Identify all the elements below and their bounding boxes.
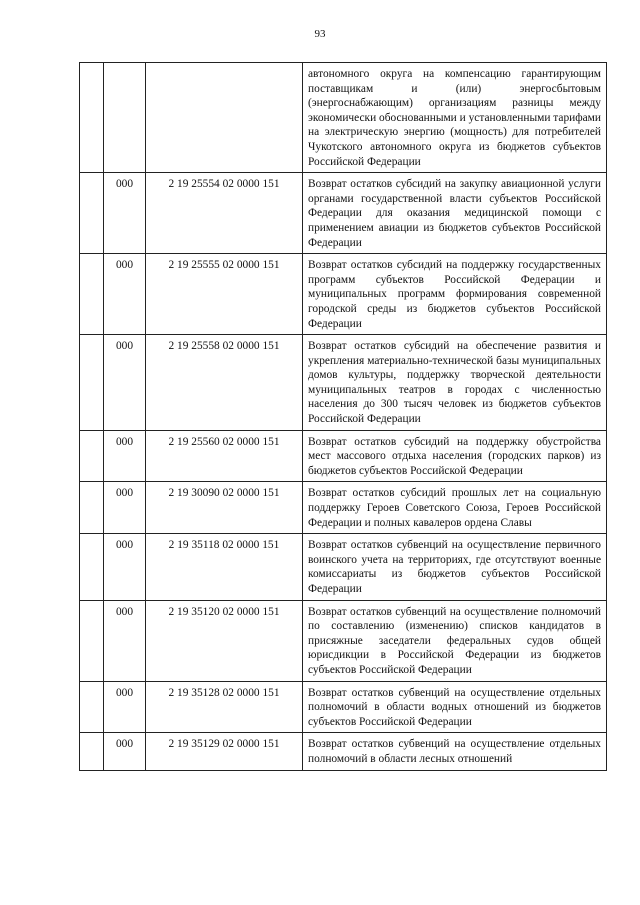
description-cell: Возврат остатков субвенций на осуществление отдельных полномочий в области лесных отношений xyxy=(303,733,607,770)
blank-cell xyxy=(80,600,104,681)
description-cell: Возврат остатков субсидий прошлых лет на социальную поддержку Героев Советского Союза, Героев Российской Федерации и полных кавалеров ордена Славы xyxy=(303,482,607,534)
blank-cell xyxy=(80,733,104,770)
admin-code-cell: 000 xyxy=(104,254,146,335)
blank-cell xyxy=(146,63,303,173)
budget-code-cell: 2 19 35129 02 0000 151 xyxy=(146,733,303,770)
admin-code-cell: 000 xyxy=(104,335,146,431)
budget-code-cell: 2 19 35120 02 0000 151 xyxy=(146,600,303,681)
blank-cell xyxy=(80,63,104,173)
description-cell: Возврат остатков субсидий на поддержку государственных программ субъектов Российской Федерации и муниципальных программ формирования современной городской среды из бюджетов субъектов Российской Федерации xyxy=(303,254,607,335)
table-row xyxy=(80,254,607,335)
blank-cell xyxy=(80,430,104,482)
budget-code-cell: 2 19 35118 02 0000 151 xyxy=(146,534,303,600)
table-row xyxy=(80,335,607,431)
blank-cell xyxy=(80,254,104,335)
table-row xyxy=(80,430,607,482)
table-row xyxy=(80,600,607,681)
budget-code-cell: 2 19 30090 02 0000 151 xyxy=(146,482,303,534)
admin-code-cell: 000 xyxy=(104,681,146,733)
admin-code-cell: 000 xyxy=(104,534,146,600)
table-row-continuation xyxy=(80,63,607,173)
description-cell: Возврат остатков субвенций на осуществление полномочий по составлению (изменению) списков кандидатов в присяжные заседатели федеральных судов общей юрисдикции в Российской Федерации из бюджетов субъектов Российской Федерации xyxy=(303,600,607,681)
description-cell: Возврат остатков субвенций на осуществление отдельных полномочий в области водных отношений из бюджетов субъектов Российской Федерации xyxy=(303,681,607,733)
description-cell: Возврат остатков субсидий на поддержку обустройства мест массового отдыха населения (городских парков) из бюджетов субъектов Российской Федерации xyxy=(303,430,607,482)
admin-code-cell: 000 xyxy=(104,733,146,770)
admin-code-cell: 000 xyxy=(104,173,146,254)
table-row xyxy=(80,482,607,534)
budget-code-cell: 2 19 25555 02 0000 151 xyxy=(146,254,303,335)
description-cell: Возврат остатков субсидий на закупку авиационной услуги органами государственной власти субъектов Российской Федерации для оказания медицинской помощи с применением авиации из бюджетов субъектов Российской Федерации xyxy=(303,173,607,254)
blank-cell xyxy=(80,335,104,431)
budget-code-cell: 2 19 25554 02 0000 151 xyxy=(146,173,303,254)
blank-cell xyxy=(80,534,104,600)
budget-code-table xyxy=(79,62,607,771)
budget-code-cell: 2 19 25560 02 0000 151 xyxy=(146,430,303,482)
admin-code-cell: 000 xyxy=(104,600,146,681)
table-row xyxy=(80,173,607,254)
blank-cell xyxy=(80,482,104,534)
table-row xyxy=(80,534,607,600)
budget-code-cell: 2 19 35128 02 0000 151 xyxy=(146,681,303,733)
blank-cell xyxy=(80,681,104,733)
description-cell: автономного округа на компенсацию гарантирующим поставщикам и (или) энергосбытовым (энергоснабжающим) организациям разницы между экономически обоснованными и установленными тарифами на электрическую энергию (мощность) для потребителей Чукотского автономного округа из бюджетов субъектов Российской Федерации xyxy=(303,63,607,173)
admin-code-cell: 000 xyxy=(104,430,146,482)
admin-code-cell: 000 xyxy=(104,482,146,534)
description-cell: Возврат остатков субсидий на обеспечение развития и укрепления материально-технической базы муниципальных домов культуры, поддержку творческой деятельности муниципальных театров в городах с численностью населения до 300 тысяч человек из бюджетов субъектов Российской Федерации xyxy=(303,335,607,431)
table-row xyxy=(80,681,607,733)
description-cell: Возврат остатков субвенций на осуществление первичного воинского учета на территориях, где отсутствуют военные комиссариаты из бюджетов субъектов Российской Федерации xyxy=(303,534,607,600)
budget-code-cell: 2 19 25558 02 0000 151 xyxy=(146,335,303,431)
blank-cell xyxy=(104,63,146,173)
table-row xyxy=(80,733,607,770)
page-number: 93 xyxy=(314,28,326,40)
blank-cell xyxy=(80,173,104,254)
